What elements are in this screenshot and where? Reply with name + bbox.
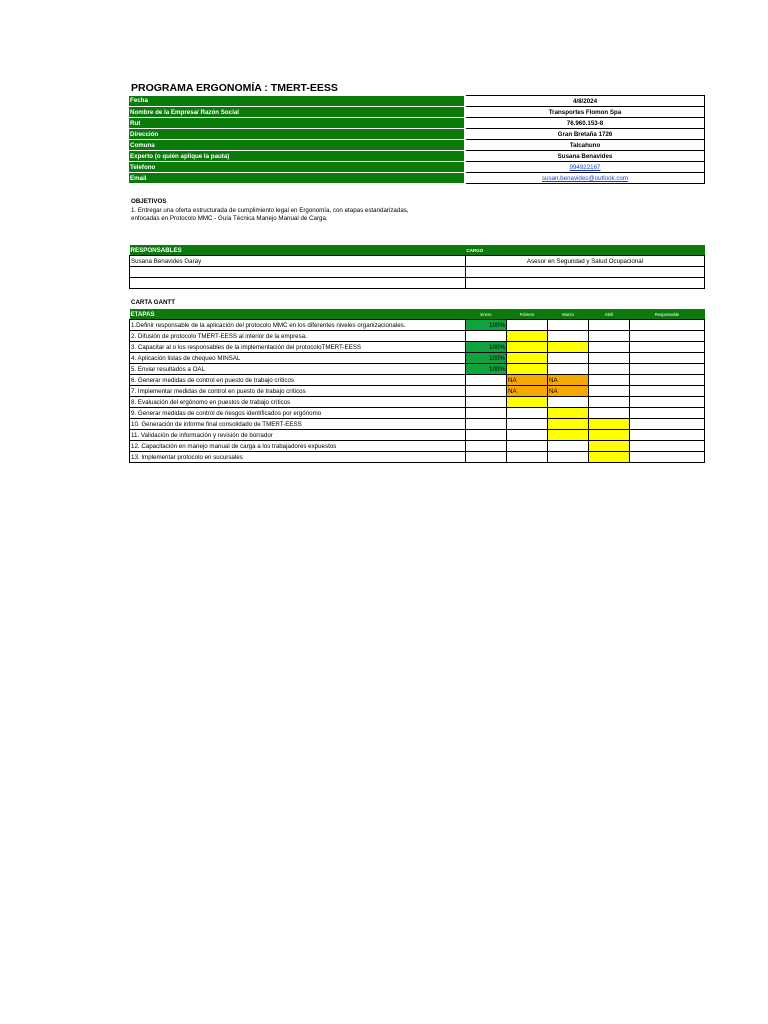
- responsables-heading: RESPONSABLES: [130, 245, 466, 256]
- info-value: Gran Bretaña 1726: [466, 129, 705, 140]
- gantt-month-cell: [507, 452, 548, 463]
- gantt-month-cell: [589, 320, 630, 331]
- gantt-row: [130, 364, 705, 375]
- gantt-month-cell: [589, 375, 630, 386]
- responsable-cargo: [466, 278, 705, 289]
- gantt-month-cell: [548, 419, 589, 430]
- gantt-etapa: 4. Aplicación listas de chequeo MINSAL: [130, 353, 466, 364]
- gantt-month-cell: [548, 408, 589, 419]
- info-value: Transportes Flomon Spa: [466, 107, 705, 118]
- gantt-row: [130, 441, 705, 452]
- info-row-rut: [129, 118, 705, 129]
- gantt-responsable-cell: [630, 364, 705, 375]
- info-row-empresa: [129, 107, 705, 118]
- phone-link[interactable]: 994922167: [569, 163, 601, 171]
- gantt-heading: CARTA GANTT: [131, 299, 175, 306]
- gantt-month-cell: [589, 430, 630, 441]
- gantt-month-cell: [589, 353, 630, 364]
- info-label: Fecha: [129, 96, 464, 107]
- gantt-row: [130, 331, 705, 342]
- gantt-row: [130, 408, 705, 419]
- gantt-month-cell: [507, 331, 548, 342]
- gantt-month-cell: [507, 419, 548, 430]
- gantt-responsable-cell: [630, 441, 705, 452]
- cargo-heading: CARGO: [466, 245, 705, 256]
- month-header: Abril: [589, 309, 630, 320]
- gantt-etapa: 8. Evaluación del ergónomo en puestos de trabajo críticos: [130, 397, 466, 408]
- gantt-month-cell: NA: [548, 375, 589, 386]
- info-row-email: [129, 173, 705, 184]
- gantt-month-cell: [589, 441, 630, 452]
- info-label: Experto (o quién aplique la pauta): [129, 151, 464, 162]
- gantt-month-cell: [548, 331, 589, 342]
- gantt-month-cell: [589, 452, 630, 463]
- responsable-row: [130, 256, 705, 267]
- gantt-month-cell: [507, 441, 548, 452]
- info-row-direccion: [129, 129, 705, 140]
- info-value: 76.960.153-8: [466, 118, 705, 129]
- gantt-month-cell: [589, 386, 630, 397]
- gantt-month-cell: [507, 364, 548, 375]
- gantt-responsable-cell: [630, 419, 705, 430]
- gantt-month-cell: [548, 342, 589, 353]
- info-row-fecha: [129, 96, 705, 107]
- gantt-etapa: 11. Validación de información y revisión de borrador: [130, 430, 466, 441]
- responsable-cargo: Asesor en Seguridad y Salud Ocupacional: [466, 256, 705, 267]
- gantt-month-cell: [507, 397, 548, 408]
- month-header: Enero: [466, 309, 507, 320]
- gantt-month-cell: [589, 408, 630, 419]
- gantt-month-cell: [466, 397, 507, 408]
- gantt-month-cell: [466, 419, 507, 430]
- gantt-responsable-cell: [630, 408, 705, 419]
- info-label: Dirección: [129, 129, 464, 140]
- etapas-heading: ETAPAS: [130, 309, 466, 320]
- gantt-etapa: 3. Capacitar al o los responsables de la implementación del protocoloTMERT-EESS: [130, 342, 466, 353]
- gantt-responsable-cell: [630, 342, 705, 353]
- email-link[interactable]: susan.benavides@outlook.com: [541, 174, 629, 182]
- gantt-responsable-cell: [630, 353, 705, 364]
- month-header: Febrero: [507, 309, 548, 320]
- gantt-body: [130, 320, 705, 463]
- responsable-row: [130, 278, 705, 289]
- gantt-month-cell: 100%: [466, 342, 507, 353]
- gantt-etapa: 12. Capacitación en manejo manual de carga a los trabajadores expuestos: [130, 441, 466, 452]
- responsable-cargo: [466, 267, 705, 278]
- gantt-row: [130, 397, 705, 408]
- gantt-month-cell: 100%: [466, 353, 507, 364]
- objetivos-heading: OBJETIVOS: [131, 198, 167, 205]
- info-label: Nombre de la Empresa/ Razón Social: [129, 107, 464, 118]
- company-info-table: [129, 95, 705, 184]
- gantt-month-cell: NA: [507, 386, 548, 397]
- gantt-month-cell: [466, 430, 507, 441]
- gantt-month-cell: NA: [548, 386, 589, 397]
- gantt-responsable-cell: [630, 375, 705, 386]
- responsable-name: [130, 267, 466, 278]
- gantt-month-cell: [507, 320, 548, 331]
- gantt-month-cell: [507, 430, 548, 441]
- info-label: Telefono: [129, 162, 464, 173]
- gantt-month-cell: [466, 452, 507, 463]
- gantt-month-cell: [466, 441, 507, 452]
- gantt-month-cell: [507, 342, 548, 353]
- responsable-row: [130, 267, 705, 278]
- info-label: Comuna: [129, 140, 464, 151]
- gantt-row: [130, 375, 705, 386]
- gantt-row: [130, 419, 705, 430]
- gantt-month-cell: [548, 441, 589, 452]
- info-row-comuna: [129, 140, 705, 151]
- gantt-month-cell: [466, 331, 507, 342]
- gantt-row: [130, 430, 705, 441]
- responsable-name: [130, 278, 466, 289]
- gantt-month-cell: [466, 386, 507, 397]
- gantt-month-cell: [548, 430, 589, 441]
- gantt-month-cell: [466, 408, 507, 419]
- gantt-etapa: 13. Implementar protocolo en sucursales: [130, 452, 466, 463]
- gantt-month-cell: [548, 452, 589, 463]
- gantt-responsable-cell: [630, 320, 705, 331]
- gantt-month-cell: [589, 397, 630, 408]
- gantt-month-cell: [589, 342, 630, 353]
- gantt-etapa: 10. Generación de informe final consolidado de TMERT-EESS: [130, 419, 466, 430]
- gantt-month-cell: [548, 364, 589, 375]
- gantt-month-cell: [507, 353, 548, 364]
- gantt-month-cell: [466, 375, 507, 386]
- month-header: Marzo: [548, 309, 589, 320]
- gantt-etapa: 9. Generar medidas de control de riesgos identificados por ergónomo: [130, 408, 466, 419]
- gantt-month-cell: NA: [507, 375, 548, 386]
- gantt-responsable-cell: [630, 397, 705, 408]
- info-label: Email: [129, 173, 464, 184]
- gantt-month-cell: [548, 353, 589, 364]
- info-value: Talcahuno: [466, 140, 705, 151]
- gantt-month-cell: [548, 320, 589, 331]
- gantt-month-cell: 100%: [466, 364, 507, 375]
- info-value: 4/8/2024: [466, 96, 705, 107]
- gantt-etapa: 7. Implementar medidas de control en puesto de trabajo críticos: [130, 386, 466, 397]
- objetivos-line: enfocadas en Protocolo MMC - Guía Técnica Manejo Manual de Carga.: [131, 215, 328, 222]
- gantt-month-cell: 100%: [466, 320, 507, 331]
- gantt-row: [130, 353, 705, 364]
- responsables-table: [129, 245, 705, 289]
- info-row-telefono: [129, 162, 705, 173]
- responsable-header: Responsable: [630, 309, 705, 320]
- responsable-name: Susana Benavides Garay: [130, 256, 466, 267]
- gantt-etapa: 1.Definir responsable de la aplicación del protocolo MMC en los diferentes niveles organizacionales.: [130, 320, 466, 331]
- gantt-etapa: 2. Difusión de protocolo TMERT-EESS al interior de la empresa.: [130, 331, 466, 342]
- gantt-row: [130, 452, 705, 463]
- gantt-responsable-cell: [630, 430, 705, 441]
- responsables-header: [130, 245, 705, 256]
- gantt-etapa: 5. Enviar resultados a OAL: [130, 364, 466, 375]
- objetivos-line: 1. Entregar una oferta estructurada de cumplimiento legal en Ergonomía, con etapas estandarizadas,: [131, 207, 409, 214]
- gantt-header-row: [130, 309, 705, 320]
- gantt-row: [130, 342, 705, 353]
- gantt-month-cell: [507, 408, 548, 419]
- info-label: Rut: [129, 118, 464, 129]
- gantt-row: [130, 320, 705, 331]
- gantt-responsable-cell: [630, 331, 705, 342]
- gantt-month-cell: [589, 419, 630, 430]
- gantt-month-cell: [589, 331, 630, 342]
- gantt-responsable-cell: [630, 452, 705, 463]
- gantt-month-cell: [589, 364, 630, 375]
- gantt-month-cell: [548, 397, 589, 408]
- info-row-experto: [129, 151, 705, 162]
- gantt-table: [129, 309, 705, 463]
- info-value: Susana Benavides: [466, 151, 705, 162]
- page-title: PROGRAMA ERGONOMÍA : TMERT-EESS: [131, 82, 338, 94]
- gantt-etapa: 6. Generar medidas de control en puesto de trabajo críticos: [130, 375, 466, 386]
- gantt-row: [130, 386, 705, 397]
- gantt-responsable-cell: [630, 386, 705, 397]
